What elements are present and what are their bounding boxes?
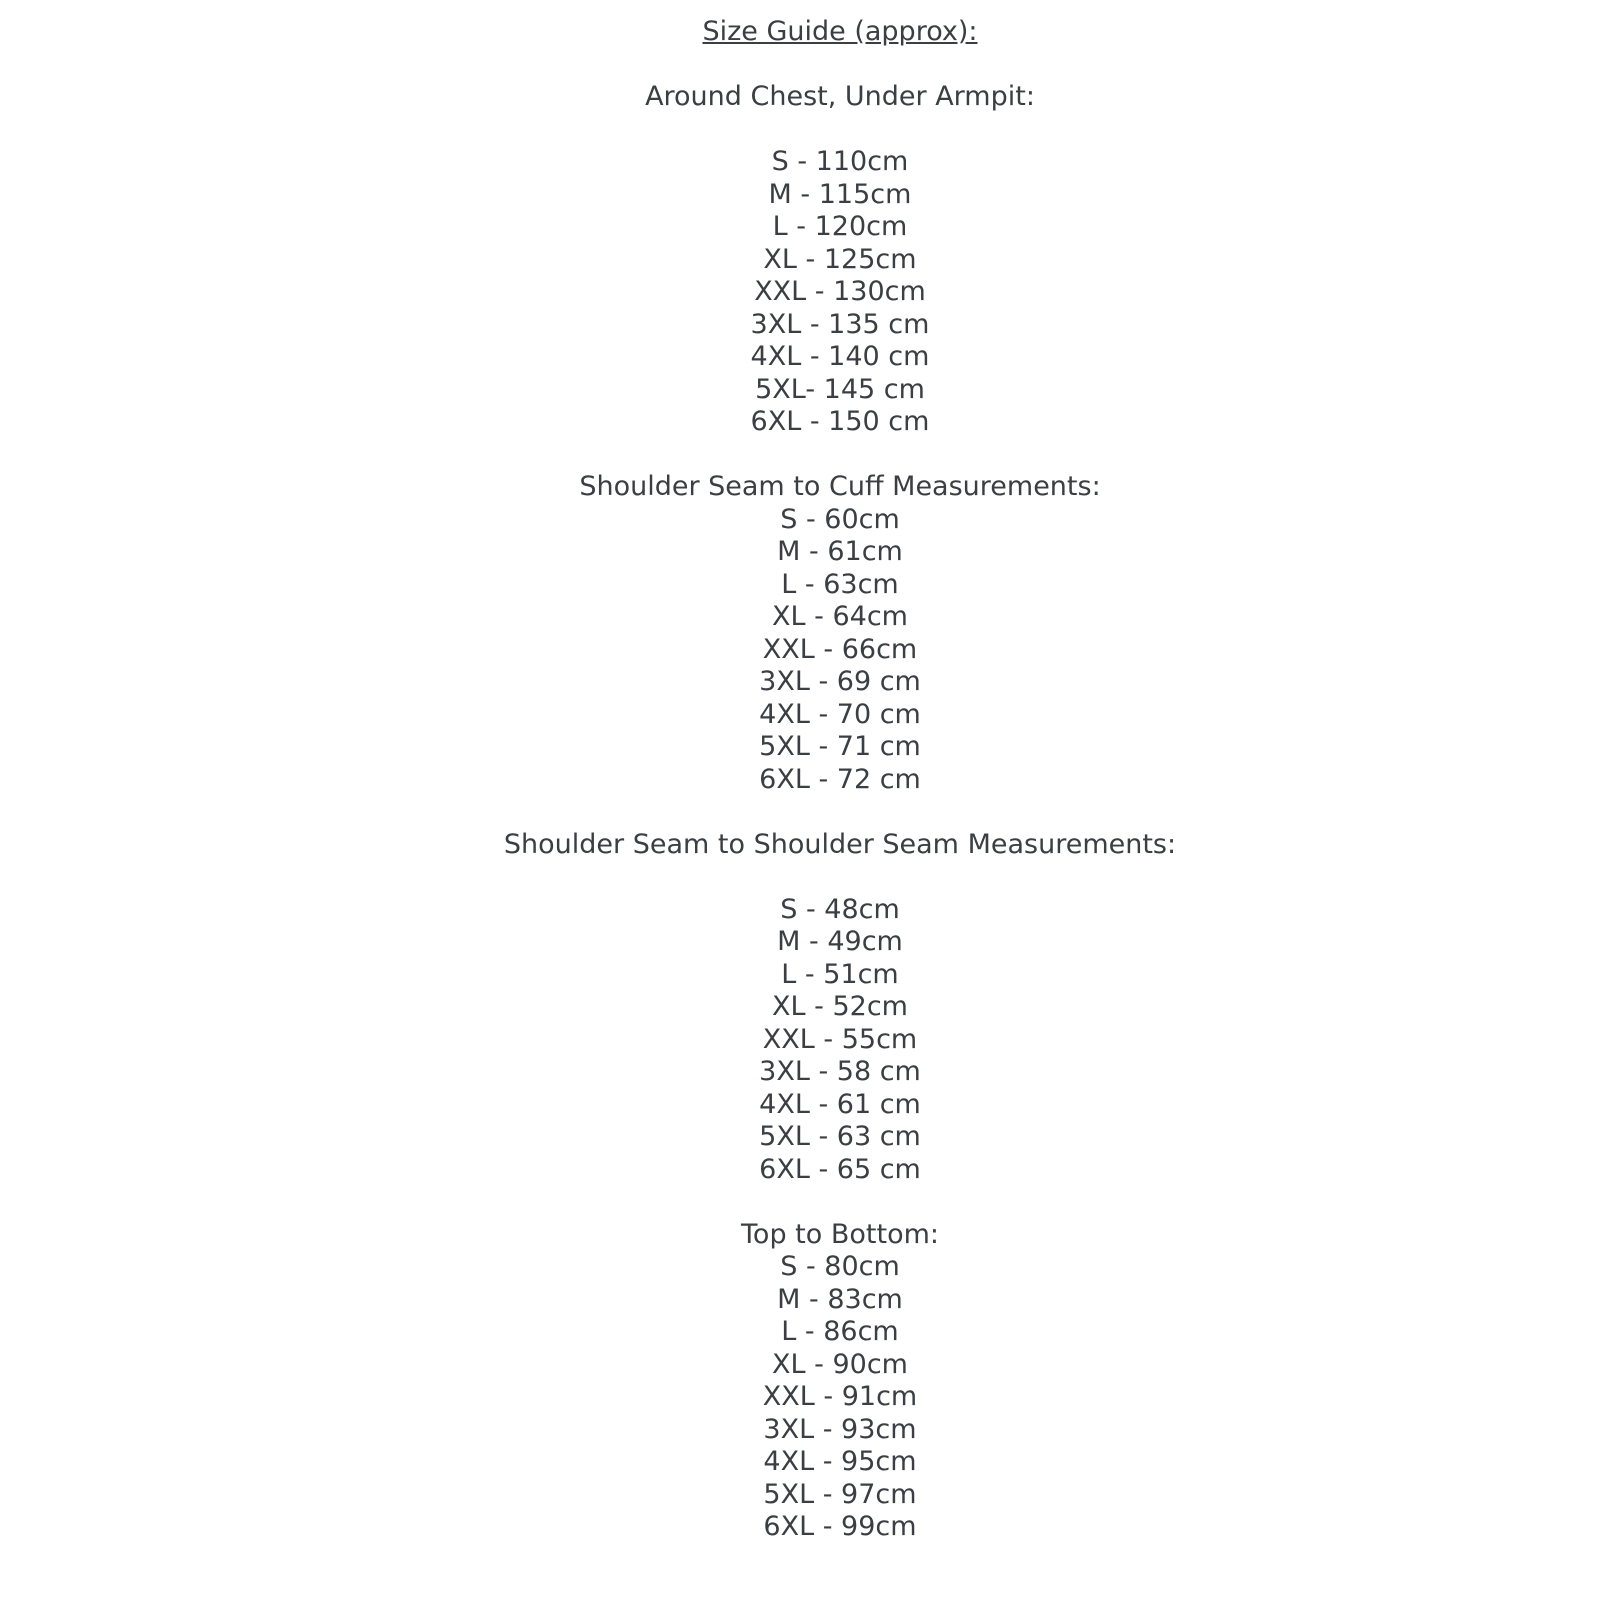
size-item: 5XL - 97cm [763, 1478, 917, 1510]
page-title: Size Guide (approx): [702, 16, 978, 47]
size-item: S - 48cm [780, 893, 900, 925]
size-item: 5XL- 145 cm [755, 373, 925, 405]
size-item: XXL - 91cm [762, 1381, 918, 1412]
section-heading-around-chest: Around Chest, Under Armpit: [645, 81, 1035, 112]
size-item: XL - 64cm [772, 601, 908, 632]
size-item: S - 80cm [780, 1251, 900, 1282]
size-item: XXL - 130cm [754, 276, 926, 307]
size-item: XXL - 55cm [762, 1023, 918, 1055]
size-item: M - 115cm [768, 178, 912, 210]
size-item: L - 86cm [781, 1316, 899, 1347]
size-item: 4XL - 70 cm [759, 698, 921, 730]
size-item: 6XL - 150 cm [750, 406, 930, 437]
section-heading-top-to-bottom: Top to Bottom: [741, 1218, 939, 1250]
size-item: 4XL - 140 cm [750, 341, 930, 372]
size-item: L - 120cm [772, 211, 908, 242]
size-item: 3XL - 58 cm [759, 1056, 921, 1087]
spacer [80, 439, 1600, 472]
section-heading-seam-to-seam: Shoulder Seam to Shoulder Seam Measurements: [503, 828, 1177, 860]
size-item: 6XL - 99cm [763, 1511, 917, 1542]
size-item: 3XL - 69 cm [759, 666, 921, 697]
size-item: 6XL - 72 cm [759, 763, 921, 795]
size-item: L - 63cm [781, 568, 899, 600]
size-item: XL - 125cm [763, 243, 917, 275]
size-item: XXL - 66cm [762, 633, 918, 665]
size-item: 5XL - 71 cm [759, 731, 921, 762]
size-item: 3XL - 93cm [763, 1413, 917, 1445]
size-item: 5XL - 63 cm [759, 1121, 921, 1152]
size-item: L - 51cm [781, 958, 899, 990]
size-item: M - 49cm [777, 926, 903, 957]
size-item: 3XL - 135 cm [750, 308, 930, 340]
size-item: 6XL - 65 cm [759, 1153, 921, 1185]
spacer [80, 796, 1600, 829]
spacer [80, 1186, 1600, 1219]
size-item: M - 61cm [777, 536, 903, 567]
size-item: S - 60cm [780, 503, 900, 535]
size-item: M - 83cm [777, 1283, 903, 1315]
spacer [80, 861, 1600, 894]
size-item: 4XL - 95cm [763, 1446, 917, 1477]
size-item: XL - 90cm [772, 1348, 908, 1380]
size-item: S - 110cm [771, 146, 909, 177]
size-item: 4XL - 61 cm [759, 1088, 921, 1120]
spacer [80, 114, 1600, 147]
section-heading-seam-to-cuff: Shoulder Seam to Cuff Measurements: [579, 471, 1101, 502]
spacer [80, 49, 1600, 82]
size-item: XL - 52cm [772, 991, 908, 1022]
